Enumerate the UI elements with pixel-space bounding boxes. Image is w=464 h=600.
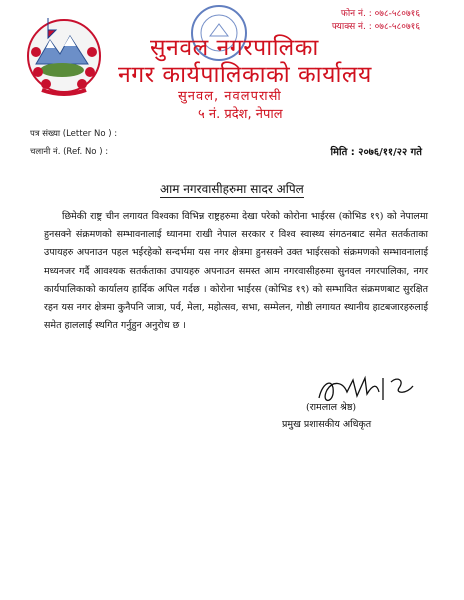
province-line: ५ नं. प्रदेश, नेपाल [198,107,283,122]
letter-date: मिति : २०७६/११/२२ गते [330,147,422,158]
municipality-title: सुनवल नगरपालिका [150,35,319,61]
signatory-name: (रामलाल श्रेष्ठ) [306,402,357,413]
phone-number: फोन नं. : ०७८-५८०७१६ [340,9,420,19]
fax-number: फ्याक्स नं. : ०७८-५८०७१६ [331,22,420,32]
office-title: नगर कार्यपालिकाको कार्यालय [118,62,372,88]
letter-body: छिमेकी राष्ट्र चीन लगायत विश्वका विभिन्न राष्ट्रहरुमा देखा परेको कोरोना भाईरस (कोभिड १९) को नेपालमा हुनसक्ने संक्रमणको सम्भावनालाई ध्यानमा राखी नेपाल सरकार र विश्व स्वास्थ्य संगठनबाट समेत सतर्कताका उपायहरु अपनाउन पहल भईरहेको सन्दर्भमा यस नगर क्षेत्रमा हुनसक्ने उक्त भाईरसको संक्रमणको सम्भावनालाई मध्यनजर गर्दै आवश्यक सतर्कताका उपायहरु अपनाउन समस्त आम नगरवासीहरुमा सुनवल नगरपालिका, नगर कार्यपालिकाको कार्यालय हार्दिक अपिल गर्दछ । कोरोना भाईरस (कोभिड १९) को सम्भावित संक्रमणबाट सुरक्षित रहन यस नगर क्षेत्रमा कुनैपनि जात्रा, पर्व, मेला, महोत्सव, सभा, सम्मेलन, गोष्ठी लगायत स्थानीय हाटबजारहरुलाई समेत हाललाई स्थगित गर्नुहुन अनुरोध छ । [44,211,428,332]
letter-number-label: पत्र संख्या (Letter No ) : [30,129,118,139]
reference-number-label: चलानी नं. (Ref. No ) : [30,147,109,157]
signatory-designation: प्रमुख प्रशासकीय अधिकृत [282,419,372,430]
letter-subject: आम नगरवासीहरुमा सादर अपिल [160,182,304,196]
address-line: सुनवल, नवलपरासी [178,89,282,104]
nepal-emblem-icon [22,12,106,98]
